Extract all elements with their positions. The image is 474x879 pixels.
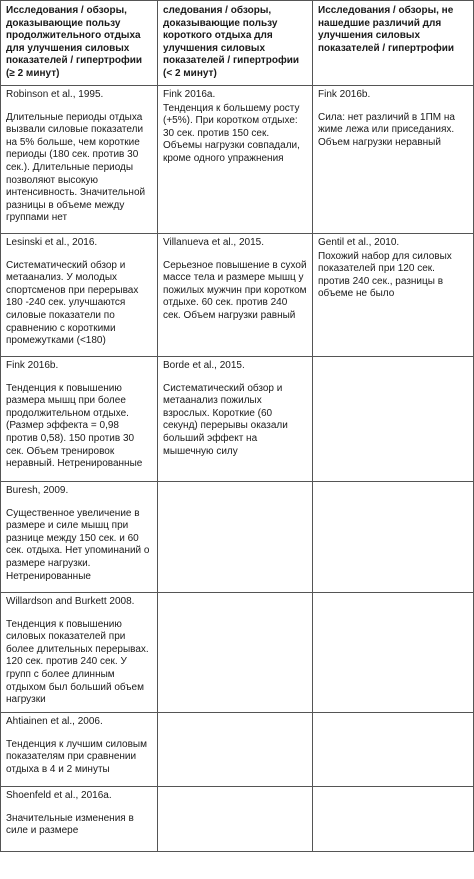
study-citation: Fink 2016a. (163, 89, 216, 100)
table-cell-empty (158, 593, 313, 713)
study-citation: Borde et al., 2015. (163, 360, 245, 371)
study-citation: Buresh, 2009. (6, 485, 69, 496)
study-citation: Shoenfeld et al., 2016a. (6, 790, 112, 801)
table-cell (1, 357, 158, 482)
table-cell-empty (313, 593, 474, 713)
study-summary: Длительные периоды отдыха вызвали силовые показатели на 5% больше, чем короткие периоды (180 сек. против 30 сек.). Длительные периоды позволяют высокую интенсивность. Значительной разницы в объеме между группами нет (6, 111, 146, 224)
study-citation: Villanueva et al., 2015. (163, 237, 265, 248)
table-row (1, 713, 474, 787)
table-cell (158, 86, 313, 234)
study-summary: Сила: нет различий в 1ПМ на жиме лежа или приседаниях. Объем нагрузки неравный (318, 111, 455, 148)
study-summary: Значительные изменения в силе и размере (6, 812, 134, 837)
table-cell-empty (158, 482, 313, 593)
table-cell (1, 713, 158, 787)
study-summary: Систематический обзор и метаанализ. У молодых спортсменов при перерывах 180 -240 сек. улучшаются силовые показатели по сравнению с короткими промежутками (<180) (6, 259, 139, 347)
study-summary: Тенденция к большему росту (+5%). При коротком отдыхе: 30 сек. против 150 сек. Объемы нагрузки совпадали, кроме одного упражнения (163, 102, 300, 164)
table-cell (1, 482, 158, 593)
study-citation: Lesinski et al., 2016. (6, 237, 98, 248)
table-cell-empty (313, 357, 474, 482)
table-cell-empty (313, 713, 474, 787)
study-summary: Существенное увеличение в размере и силе мышц при разнице между 150 сек. и 60 сек. отдыха. Нет упоминаний о размере нагрузки. Нетренированные (6, 507, 150, 582)
table-cell-empty (313, 482, 474, 593)
study-summary: Тенденция к лучшим силовым показателям при сравнении отдыха в 4 и 2 минуты (6, 738, 147, 775)
header-no-difference: Исследования / обзоры, не нашедшие различий для улучшения силовых показателей / гипертрофии (313, 1, 474, 86)
header-short-rest: следования / обзоры, доказывающие пользу короткого отдыха для улучшения силовых показателей / гипертрофии (< 2 минут) (158, 1, 313, 86)
table-row (1, 86, 474, 234)
table-row (1, 357, 474, 482)
table-header-row (1, 1, 474, 86)
table-cell-empty (158, 787, 313, 852)
table-cell (158, 357, 313, 482)
study-summary: Похожий набор для силовых показателей при 120 сек. против 240 сек., разницы в объеме не было (318, 250, 452, 300)
study-citation: Robinson et al., 1995. (6, 89, 104, 100)
table-row (1, 787, 474, 852)
study-citation: Fink 2016b. (318, 89, 371, 100)
table-cell (1, 86, 158, 234)
table-cell (313, 86, 474, 234)
table-cell (1, 234, 158, 357)
table-cell (1, 787, 158, 852)
table-cell-empty (313, 787, 474, 852)
table-row (1, 482, 474, 593)
study-citation: Fink 2016b. (6, 360, 59, 371)
table-row (1, 593, 474, 713)
study-summary: Систематический обзор и метаанализ пожилых взрослых. Короткие (60 секунд) перерывы оказали больший эффект на мышечную силу (163, 382, 288, 457)
study-summary: Тенденция к повышению размера мышц при более продолжительном отдыхе. (Размер эффекта = 0,98 против 0,58). 150 против 30 сек. Объем тренировок неравный. Нетренированные (6, 382, 143, 470)
header-long-rest: Исследования / обзоры, доказывающие пользу продолжительного отдыха для улучшения силовых показателей / гипертрофии (≥ 2 минут) (1, 1, 158, 86)
study-summary: Серьезное повышение в сухой массе тела и размере мышц у пожилых мужчин при коротком отдыхе. 60 сек. против 240 сек. Объем нагрузки равный (163, 259, 307, 321)
table-cell (313, 234, 474, 357)
table-cell (158, 234, 313, 357)
study-citation: Willardson and Burkett 2008. (6, 596, 135, 607)
table-cell-empty (158, 713, 313, 787)
table-row (1, 234, 474, 357)
study-citation: Ahtiainen et al., 2006. (6, 716, 103, 727)
study-citation: Gentil et al., 2010. (318, 237, 400, 248)
table-cell (1, 593, 158, 713)
study-summary: Тенденция к повышению силовых показателей при более длительных перерывах. 120 сек. против 240 сек. У групп с более длинным отдыхом был больший объем нагрузки (6, 618, 149, 706)
